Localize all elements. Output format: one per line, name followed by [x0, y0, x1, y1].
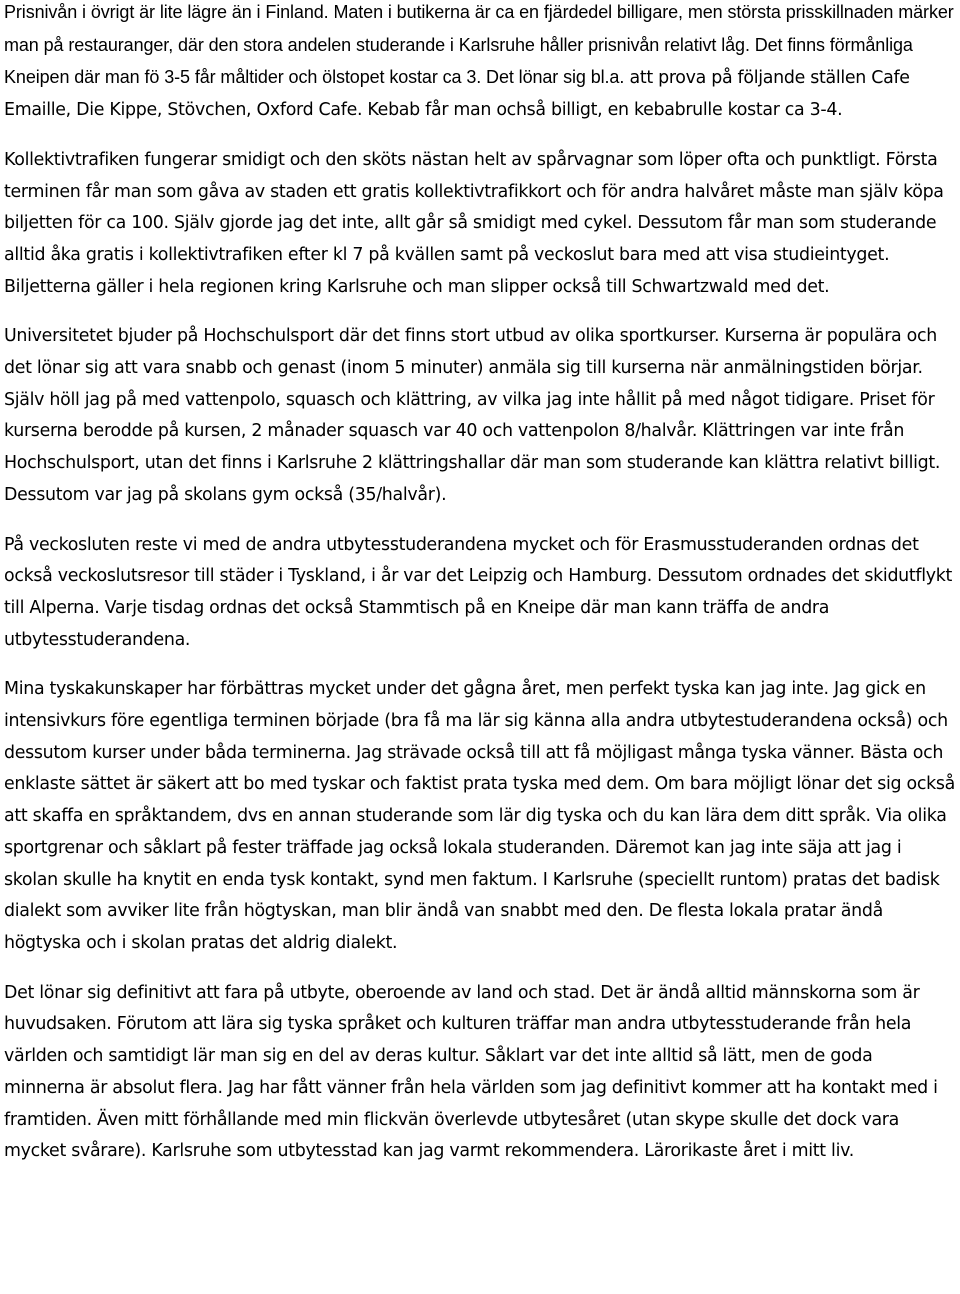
paragraph-public-transport: Kollektivtrafiken fungerar smidigt och den sköts nästan helt av spårvagnar som löper ofta och punktligt. Första terminen får man som gåva av staden ett gratis kollektivtrafikkort och för andra halvåret måste man själv köpa biljetten för ca 100. Själv gjorde jag det inte, allt går så smidigt med cykel. Dessutom får man som studerande alltid åka gratis i kollektivtrafiken efter kl 7 på kvällen samt på veckoslut bara med att visa studieintyget. Biljetterna gäller i hela regionen kring Karlsruhe och man slipper också till Schwartzwald med det.: [4, 149, 944, 297]
document-page: [4, 0, 956, 1168]
paragraph-prices-part-2: att prova på följande ställen Cafe Emaille, Die Kippe, Stövchen, Oxford Cafe. Kebab får man ochså billigt, en kebabrulle kostar ca 3-4.: [4, 68, 910, 121]
paragraph-weekend-trips: På veckosluten reste vi med de andra utbytesstuderandena mycket och för Erasmusstuderanden ordnas det också veckoslutsresor till städer i Tyskland, i år var det Leipzig och Hamburg. Dessutom ordnades det skidutflykt till Alperna. Varje tisdag ordnas det också Stammtisch på en Kneipe där man kann träffa de andra utbytesstuderandena.: [4, 534, 953, 650]
paragraph-university-sports: Universitetet bjuder på Hochschulsport där det finns stort utbud av olika sportkurser. Kurserna är populära och det lönar sig att vara snabb och genast (inom 5 minuter) anmäla sig till kurserna när anmälningstiden börjar. Själv höll jag på med vattenpolo, squasch och klättring, av vilka jag inte hållit på med något tidigare. Priset för kurserna berodde på kursen, 2 månader squasch var 40 och vattenpolon 8/halvår. Klättringen var inte från Hochschulsport, utan det finns i Karlsruhe 2 klättringshallar där man som studerande kan klättra relativt billigt. Dessutom var jag på skolans gym också (35/halvår).: [4, 326, 941, 505]
paragraph-prices-part-1: Prisnivån i övrigt är lite lägre än i Finland. Maten i butikerna är ca en fjärdedel billigare, men största prisskillnaden märker man på restauranger, där den stora andelen studerande i Karlsruhe håller prisnivån relativt låg. Det finns förmånliga Kneipen där man fö 3-5 får måltider och ölstopet kostar ca 3. Det lönar sig bl.a.: [4, 2, 954, 88]
paragraph-prices: [4, 0, 956, 127]
paragraph-language-skills: Mina tyskakunskaper har förbättras mycket under det gågna året, men perfekt tyska kan jag inte. Jag gick en intensivkurs före egentliga terminen började (bra få ma lär sig känna alla andra utbytestuderandena också) och dessutom kurser under båda terminerna. Jag strävade också till att få möjligast många tyska vänner. Bästa och enklaste sättet är säkert att bo med tyskar och faktist prata tyska med dem. Om bara möjligt lönar det sig också att skaffa en språktandem, dvs en annan studerande som lär dig tyska och du kan lära dem ditt språk. Via olika sportgrenar och såklart på fester träffade jag också lokala studeranden. Däremot kan jag inte säja att jag i skolan skulle ha knytit en enda tysk kontakt, synd men faktum. I Karlsruhe (speciellt runtom) pratas det badisk dialekt som avviker lite från högtyskan, man blir ändå van snabbt med den. De flesta lokala pratar ändå högtyska och i skolan pratas det aldrig dialekt.: [4, 679, 955, 953]
paragraph-conclusion: Det lönar sig definitivt att fara på utbyte, oberoende av land och stad. Det är ändå alltid männskorna som är huvudsaken. Förutom att lära sig tyska språket och kulturen träffar man andra utbytesstuderande från hela världen och samtidigt lär man sig en del av deras kultur. Såklart var det inte alltid så lätt, men de goda minnerna är absolut flera. Jag har fått vänner från hela världen som jag definitivt kommer att ha kontakt med i framtiden. Även mitt förhållande med min flickvän överlevde utbytesåret (utan skype skulle det dock vara mycket svårare). Karlsruhe som utbytesstad kan jag varmt rekommendera. Lärorikaste året i mitt liv.: [4, 982, 938, 1162]
